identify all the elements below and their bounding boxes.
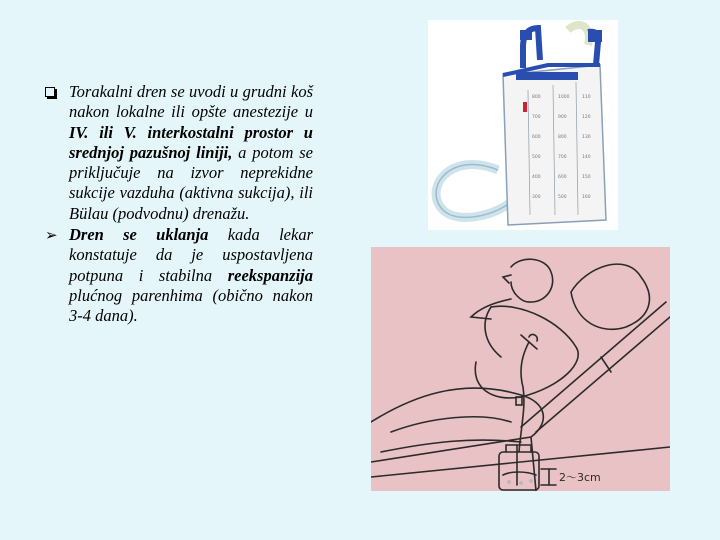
svg-text:600: 600 bbox=[532, 135, 541, 140]
checkbox-bullet-icon bbox=[45, 82, 55, 102]
chest-drainage-unit-photo bbox=[428, 20, 618, 230]
svg-text:500: 500 bbox=[532, 155, 541, 160]
svg-text:800: 800 bbox=[532, 95, 541, 100]
arrow-bullet-icon: ➢ bbox=[45, 226, 58, 245]
svg-text:800: 800 bbox=[558, 135, 567, 140]
svg-text:160: 160 bbox=[582, 195, 591, 200]
svg-text:300: 300 bbox=[532, 195, 541, 200]
svg-text:140: 140 bbox=[582, 155, 591, 160]
patient-drainage-illustration bbox=[371, 247, 670, 491]
bullet-list bbox=[45, 82, 313, 327]
svg-text:150: 150 bbox=[582, 175, 591, 180]
svg-text:110: 110 bbox=[582, 95, 591, 100]
bullet-text: Dren se uklanja kada lekar konstatuje da je uspostavljena potpuna i stabilna reekspanzija plućnog parenhima (obično nakon 3-4 dana). bbox=[69, 225, 313, 326]
bullet-text: Torakalni dren se uvodi u grudni koš nakon lokalne ili opšte anestezije u IV. ili V. interkostalni prostor u srednjoj pazušnoj liniji, a potom se priključuje na izvor neprekidne sukcije vazduha (aktivna sukcija), ili Bülau (podvodnu) drenažu. bbox=[69, 82, 313, 223]
svg-text:130: 130 bbox=[582, 135, 591, 140]
svg-text:600: 600 bbox=[558, 175, 567, 180]
svg-text:1000: 1000 bbox=[558, 95, 570, 100]
measurement-label: 2～3cm bbox=[559, 471, 601, 484]
bullet-item-drain-removal bbox=[45, 225, 313, 326]
svg-text:400: 400 bbox=[532, 175, 541, 180]
svg-text:900: 900 bbox=[558, 115, 567, 120]
bullet-item-chest-drain-insertion bbox=[45, 82, 313, 224]
svg-text:120: 120 bbox=[582, 115, 591, 120]
svg-text:700: 700 bbox=[558, 155, 567, 160]
svg-text:500: 500 bbox=[558, 195, 567, 200]
svg-text:700: 700 bbox=[532, 115, 541, 120]
